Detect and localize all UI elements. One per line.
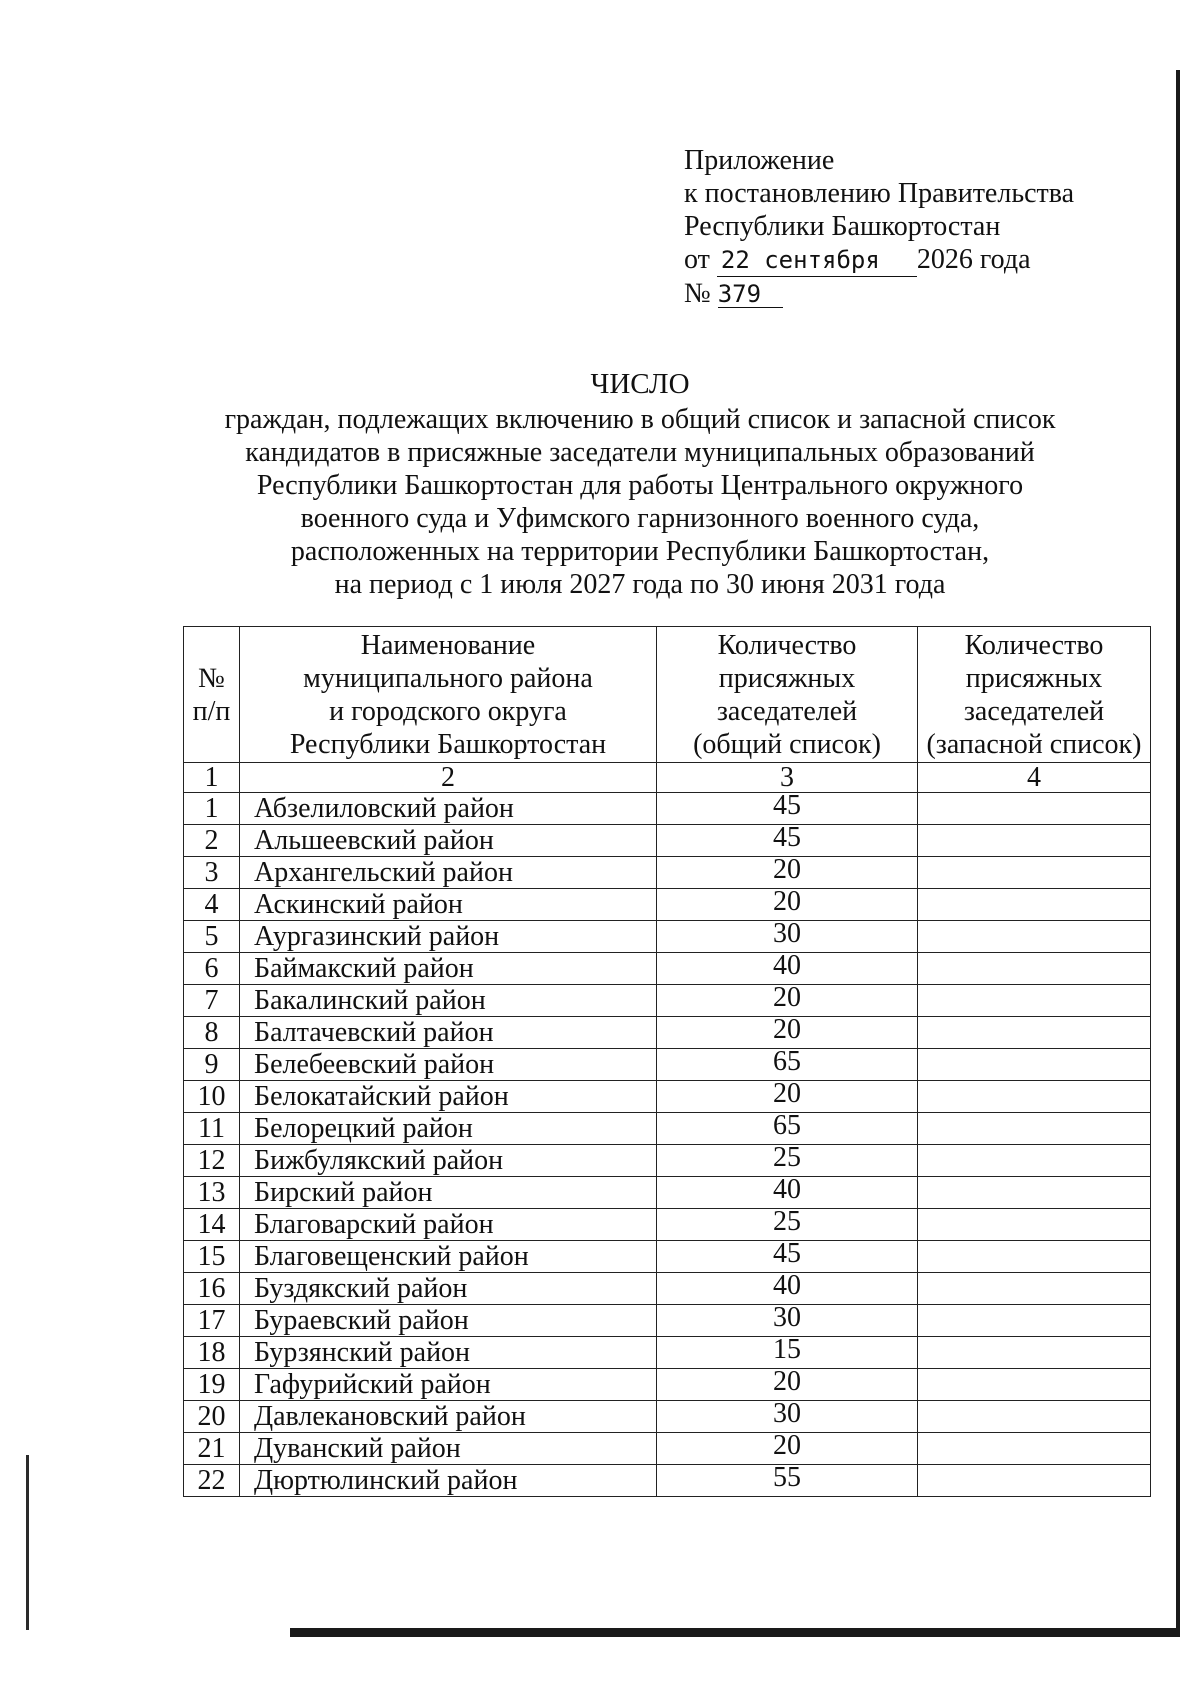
- district-name: Гафурийский район: [240, 1369, 657, 1401]
- header-num-line: №: [198, 662, 225, 694]
- appendix-line-3: Республики Башкортостан: [684, 211, 1001, 242]
- table-row: [184, 1177, 1151, 1209]
- table-row: [184, 1337, 1151, 1369]
- table-row: [184, 889, 1151, 921]
- table-row: [184, 793, 1151, 825]
- table-row: [184, 857, 1151, 889]
- row-number: 5: [184, 921, 240, 953]
- total-count: 20: [657, 1081, 918, 1113]
- district-name: Белебеевский район: [240, 1049, 657, 1081]
- table-row: [184, 1113, 1151, 1145]
- row-number: 7: [184, 985, 240, 1017]
- header-reserve-line: (запасной список): [926, 728, 1142, 760]
- total-count: 20: [657, 1433, 918, 1465]
- header-total: [657, 627, 918, 763]
- row-number: 22: [184, 1465, 240, 1497]
- row-number: 13: [184, 1177, 240, 1209]
- total-count: 65: [657, 1049, 918, 1081]
- district-name: Дуванский район: [240, 1433, 657, 1465]
- row-number: 9: [184, 1049, 240, 1081]
- reserve-count: [918, 1081, 1151, 1113]
- total-count: 20: [657, 985, 918, 1017]
- total-count: 40: [657, 1177, 918, 1209]
- column-number: 1: [184, 763, 240, 793]
- district-name: Благовещенский район: [240, 1241, 657, 1273]
- table-row: [184, 985, 1151, 1017]
- reserve-count: [918, 1209, 1151, 1241]
- table-header-row: [184, 627, 1151, 763]
- district-name: Бураевский район: [240, 1305, 657, 1337]
- district-name: Альшеевский район: [240, 825, 657, 857]
- reserve-count: [918, 985, 1151, 1017]
- table-row: [184, 953, 1151, 985]
- number-prefix: №: [684, 278, 711, 309]
- table-row: [184, 1273, 1151, 1305]
- district-name: Дюртюлинский район: [240, 1465, 657, 1497]
- table-row: [184, 921, 1151, 953]
- row-number: 10: [184, 1081, 240, 1113]
- header-name-line: Наименование: [360, 629, 536, 661]
- header-reserve-line: Количество: [964, 629, 1104, 661]
- district-name: Аургазинский район: [240, 921, 657, 953]
- district-name: Буздякский район: [240, 1273, 657, 1305]
- reserve-count: [918, 889, 1151, 921]
- district-name: Бакалинский район: [240, 985, 657, 1017]
- header-reserve: [918, 627, 1151, 763]
- reserve-count: [918, 1337, 1151, 1369]
- reserve-count: [918, 1145, 1151, 1177]
- row-number: 4: [184, 889, 240, 921]
- reserve-count: [918, 1273, 1151, 1305]
- reserve-count: [918, 1113, 1151, 1145]
- district-name: Бурзянский район: [240, 1337, 657, 1369]
- date-prefix: от: [684, 244, 710, 275]
- number-value: 379: [718, 281, 783, 308]
- district-name: Давлекановский район: [240, 1401, 657, 1433]
- row-number: 6: [184, 953, 240, 985]
- reserve-count: [918, 953, 1151, 985]
- reserve-count: [918, 793, 1151, 825]
- table-row: [184, 1209, 1151, 1241]
- total-count: 45: [657, 793, 918, 825]
- reserve-count: [918, 1017, 1151, 1049]
- column-number: 2: [240, 763, 657, 793]
- title-heading: ЧИСЛО: [590, 368, 690, 400]
- reserve-count: [918, 825, 1151, 857]
- row-number: 16: [184, 1273, 240, 1305]
- total-count: 65: [657, 1113, 918, 1145]
- header-total-line: присяжных: [718, 662, 856, 694]
- district-name: Архангельский район: [240, 857, 657, 889]
- total-count: 25: [657, 1209, 918, 1241]
- row-number: 2: [184, 825, 240, 857]
- table-row: [184, 825, 1151, 857]
- total-count: 25: [657, 1145, 918, 1177]
- appendix-line-1: Приложение: [684, 145, 835, 176]
- table-row: [184, 1081, 1151, 1113]
- title-line-5: расположенных на территории Республики Башкортостан,: [290, 536, 990, 567]
- title-line-1: граждан, подлежащих включению в общий список и запасной список: [224, 404, 1056, 435]
- row-number: 12: [184, 1145, 240, 1177]
- row-number: 14: [184, 1209, 240, 1241]
- column-number-row: [184, 763, 1151, 793]
- date-suffix: 2026 года: [916, 244, 1031, 275]
- reserve-count: [918, 1465, 1151, 1497]
- total-count: 30: [657, 921, 918, 953]
- jurors-table: [183, 626, 1151, 1497]
- total-count: 40: [657, 953, 918, 985]
- total-count: 45: [657, 1241, 918, 1273]
- table-row: [184, 1465, 1151, 1497]
- reserve-count: [918, 1305, 1151, 1337]
- header-name: [240, 627, 657, 763]
- title-line-2: кандидатов в присяжные заседатели муниципальных образований: [245, 437, 1035, 468]
- total-count: 30: [657, 1401, 918, 1433]
- header-name-line: муниципального района: [303, 662, 593, 694]
- table-row: [184, 1145, 1151, 1177]
- reserve-count: [918, 1401, 1151, 1433]
- header-total-line: Количество: [717, 629, 857, 661]
- table-row: [184, 1305, 1151, 1337]
- row-number: 1: [184, 793, 240, 825]
- title-line-6: на период с 1 июля 2027 года по 30 июня 2031 года: [334, 569, 946, 600]
- scan-edge-bottom: [290, 1628, 1180, 1637]
- district-name: Бирский район: [240, 1177, 657, 1209]
- total-count: 20: [657, 889, 918, 921]
- table-row: [184, 1369, 1151, 1401]
- table-row: [184, 1241, 1151, 1273]
- district-name: Баймакский район: [240, 953, 657, 985]
- row-number: 20: [184, 1401, 240, 1433]
- scan-edge-left: [26, 1455, 29, 1630]
- table-row: [184, 1433, 1151, 1465]
- scan-edge-right: [1176, 70, 1180, 1630]
- total-count: 55: [657, 1465, 918, 1497]
- date-value: 22 сентября: [720, 246, 880, 274]
- row-number: 18: [184, 1337, 240, 1369]
- total-count: 40: [657, 1273, 918, 1305]
- row-number: 3: [184, 857, 240, 889]
- total-count: 20: [657, 857, 918, 889]
- date-fill-line: [717, 243, 917, 277]
- district-name: Бижбулякский район: [240, 1145, 657, 1177]
- appendix-line-2: к постановлению Правительства: [684, 178, 1075, 209]
- district-name: Абзелиловский район: [240, 793, 657, 825]
- total-count: 30: [657, 1305, 918, 1337]
- title-line-4: военного суда и Уфимского гарнизонного военного суда,: [300, 503, 980, 534]
- table-row: [184, 1017, 1151, 1049]
- reserve-count: [918, 921, 1151, 953]
- district-name: Белорецкий район: [240, 1113, 657, 1145]
- row-number: 8: [184, 1017, 240, 1049]
- reserve-count: [918, 1177, 1151, 1209]
- header-name-line: и городского округа: [329, 695, 567, 727]
- row-number: 19: [184, 1369, 240, 1401]
- total-count: 15: [657, 1337, 918, 1369]
- reserve-count: [918, 857, 1151, 889]
- header-total-line: (общий список): [693, 728, 881, 760]
- header-reserve-line: присяжных: [965, 662, 1103, 694]
- title-line-3: Республики Башкортостан для работы Центрального окружного: [256, 470, 1024, 501]
- reserve-count: [918, 1369, 1151, 1401]
- row-number: 15: [184, 1241, 240, 1273]
- appendix-block: [684, 144, 1074, 310]
- total-count: 20: [657, 1017, 918, 1049]
- header-name-line: Республики Башкортостан: [289, 728, 607, 760]
- reserve-count: [918, 1433, 1151, 1465]
- header-reserve-line: заседателей: [963, 695, 1105, 727]
- row-number: 17: [184, 1305, 240, 1337]
- district-name: Благоварский район: [240, 1209, 657, 1241]
- district-name: Балтачевский район: [240, 1017, 657, 1049]
- row-number: 21: [184, 1433, 240, 1465]
- column-number: 4: [918, 763, 1151, 793]
- document-title: [190, 368, 1090, 601]
- district-name: Белокатайский район: [240, 1081, 657, 1113]
- appendix-number-line: [684, 277, 1074, 310]
- header-num-line: п/п: [192, 695, 231, 727]
- header-num: [184, 627, 240, 763]
- table-row: [184, 1401, 1151, 1433]
- reserve-count: [918, 1241, 1151, 1273]
- row-number: 11: [184, 1113, 240, 1145]
- district-name: Аскинский район: [240, 889, 657, 921]
- table-row: [184, 1049, 1151, 1081]
- appendix-date-line: [684, 243, 1074, 277]
- column-number: 3: [657, 763, 918, 793]
- header-total-line: заседателей: [716, 695, 858, 727]
- total-count: 20: [657, 1369, 918, 1401]
- total-count: 45: [657, 825, 918, 857]
- reserve-count: [918, 1049, 1151, 1081]
